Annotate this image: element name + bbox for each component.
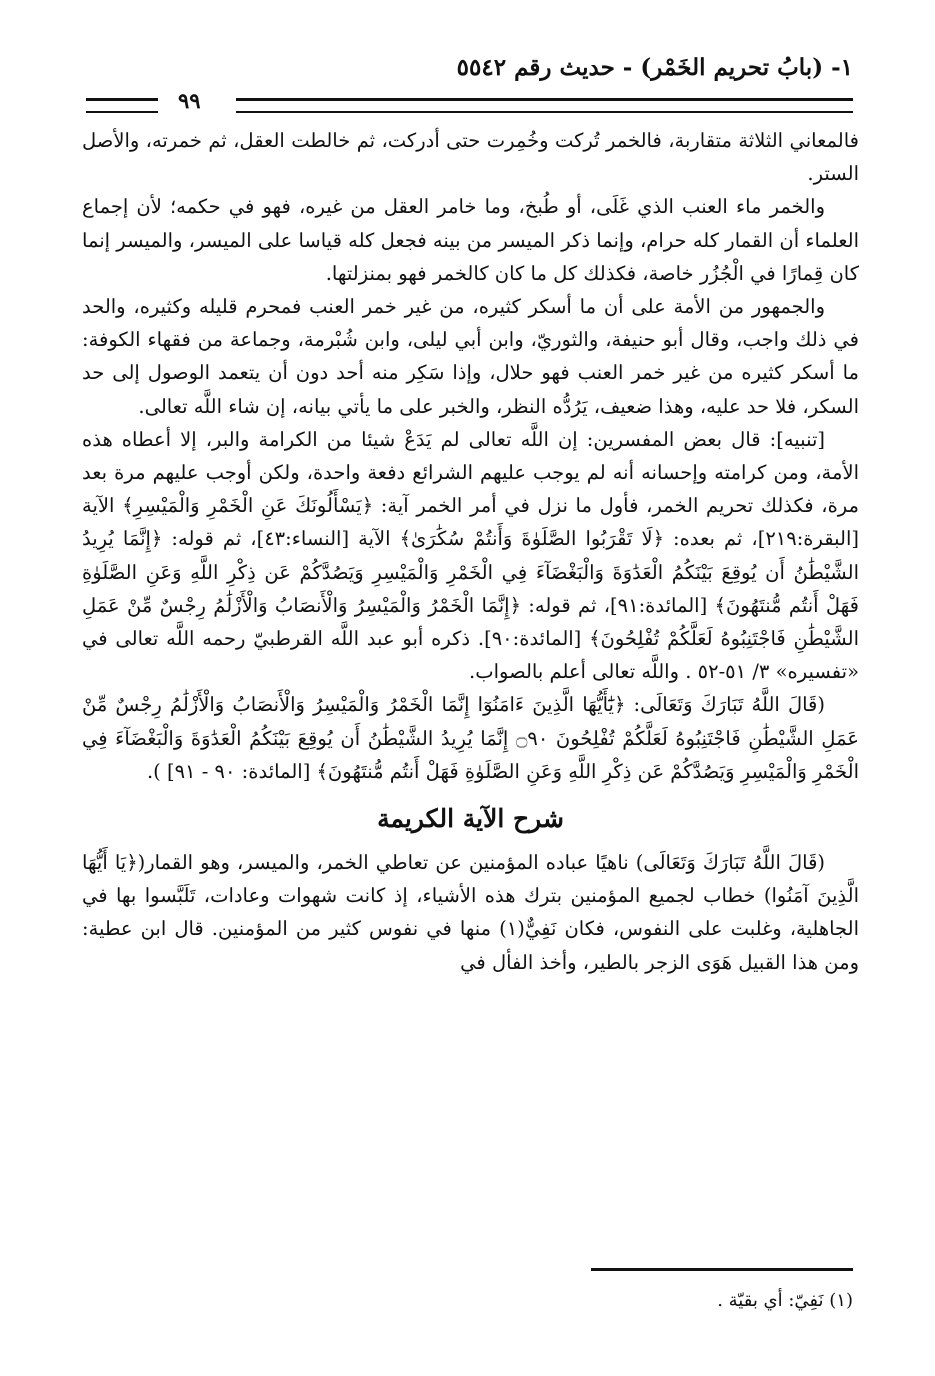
paragraph: والجمهور من الأمة على أن ما أسكر كثيره، من غير خمر العنب فمحرم قليله وكثيره، والحد في ذلك واجب، وقال أبو حنيفة، والثوريّ، وابن أبي ليلى، وابن شُبْرمة، وجماعة من فقهاء الكوفة: ما أسكر كثيره من غير خمر العنب فهو حلال، وإذا سَكِر منه أحد دون أن يتعمد الوصول إلى حد السكر، فلا حد عليه، وهذا ضعيف، يَرُدُّه النظر، والخبر على ما يأتي بيانه، إن شاء اللَّه تعالى. (82, 295, 859, 418)
page-number: ٩٩ (178, 88, 201, 113)
commentary-paragraph: (قَالَ اللَّهُ تَبَارَكَ وَتَعَالَى) ناهيًا عباده المؤمنين عن تعاطي الخمر، والميسر، وهو القمار(﴿يَا أَيُّهَا الَّذِينَ آمَنُوا) خطاب لجميع المؤمنين بترك هذه الأشياء، إذ كانت شهوات وعادات، تَلَبَّسوا بها في الجاهلية، وغلبت على النفوس، فكان نَفِيٌّ(١) منها في نفوس كثير من المؤمنين. قال ابن عطية: ومن هذا القبيل هَوَى الزجر بالطير، وأخذ الفأل في (82, 851, 859, 974)
paragraph: والخمر ماء العنب الذي غَلَى، أو طُبخ، وما خامر العقل من غيره، فهو في حكمه؛ لأن إجماع العلماء أن القمار كله حرام، وإنما ذكر الميسر من بينه فجعل كله قياسا على الميسر، والميسر إنما كان قِمارًا في الْجُزُر خاصة، فكذلك كل ما كان كالخمر فهو بمنزلتها. (82, 195, 859, 285)
main-text (82, 124, 859, 979)
tanbih-paragraph: [تنبيه]: قال بعض المفسرين: إن اللَّه تعالى لم يَدَعْ شيئا من الكرامة والبر، إلا أعطاه هذه الأمة، ومن كرامته وإحسانه أنه لم يوجب عليهم الشرائع دفعة واحدة، ولكن أوجب عليهم مرة بعد مرة، فكذلك تحريم الخمر، فأول ما نزل في أمر الخمر آية: ﴿يَسْأَلُونَكَ عَنِ الْخَمْرِ وَالْمَيْسِرِ﴾ الآية [البقرة:٢١٩]، ثم بعده: ﴿لَا تَقْرَبُوا الصَّلَوٰةَ وَأَنتُمْ سُكَٰرَىٰ﴾ الآية [النساء:٤٣]، ثم قوله: ﴿إِنَّمَا يُرِيدُ الشَّيْطَٰنُ أَن يُوقِعَ بَيْنَكُمُ الْعَدَٰوَةَ وَالْبَغْضَآءَ فِي الْخَمْرِ وَالْمَيْسِرِ وَيَصُدَّكُمْ عَن ذِكْرِ اللَّهِ وَعَنِ الصَّلَوٰةِ فَهَلْ أَنتُم مُّنتَهُونَ﴾ [المائدة:٩١]، ثم قوله: ﴿إِنَّمَا الْخَمْرُ وَالْمَيْسِرُ وَالْأَنصَابُ وَالْأَزْلَٰمُ رِجْسٌ مِّنْ عَمَلِ الشَّيْطَٰنِ فَاجْتَنِبُوهُ لَعَلَّكُمْ تُفْلِحُونَ﴾ [المائدة:٩٠]. ذكره أبو عبد اللَّه القرطبيّ رحمه اللَّه تعالى في «تفسيره» ٣/ ٥١-٥٢ . واللَّه تعالى أعلم بالصواب. (82, 427, 859, 684)
section-heading: شرح الآية الكريمة (377, 804, 564, 834)
paragraph: فالمعاني الثلاثة متقاربة، فالخمر تُركت وخُمِرت حتى أدركت، ثم خالطت العقل، ثم خمرته، والأصل الستر. (82, 129, 859, 186)
footnote: (١) نَفِيّ: أي بقيّة . (717, 1290, 853, 1311)
footnote-divider (591, 1268, 853, 1271)
header-rule-left (86, 98, 158, 113)
header-rule (236, 98, 853, 113)
page-header (86, 42, 853, 112)
running-title: ١- (بابُ تحريم الخَمْر) - حديث رقم ٥٥٤٢ (456, 54, 853, 81)
verse-paragraph: (قَالَ اللَّهُ تَبَارَكَ وَتَعَالَى: ﴿يَٰٓأَيُّهَا الَّذِينَ ءَامَنُوٓا إِنَّمَا الْخَمْرُ وَالْمَيْسِرُ وَالْأَنصَابُ وَالْأَزْلَٰمُ رِجْسٌ مِّنْ عَمَلِ الشَّيْطَٰنِ فَاجْتَنِبُوهُ لَعَلَّكُمْ تُفْلِحُونَ ۝٩٠ إِنَّمَا يُرِيدُ الشَّيْطَٰنُ أَن يُوقِعَ بَيْنَكُمُ الْعَدَٰوَةَ وَالْبَغْضَآءَ فِي الْخَمْرِ وَالْمَيْسِرِ وَيَصُدَّكُمْ عَن ذِكْرِ اللَّهِ وَعَنِ الصَّلَوٰةِ فَهَلْ أَنتُم مُّنتَهُونَ﴾ [المائدة: ٩٠ - ٩١] ). (82, 693, 859, 783)
